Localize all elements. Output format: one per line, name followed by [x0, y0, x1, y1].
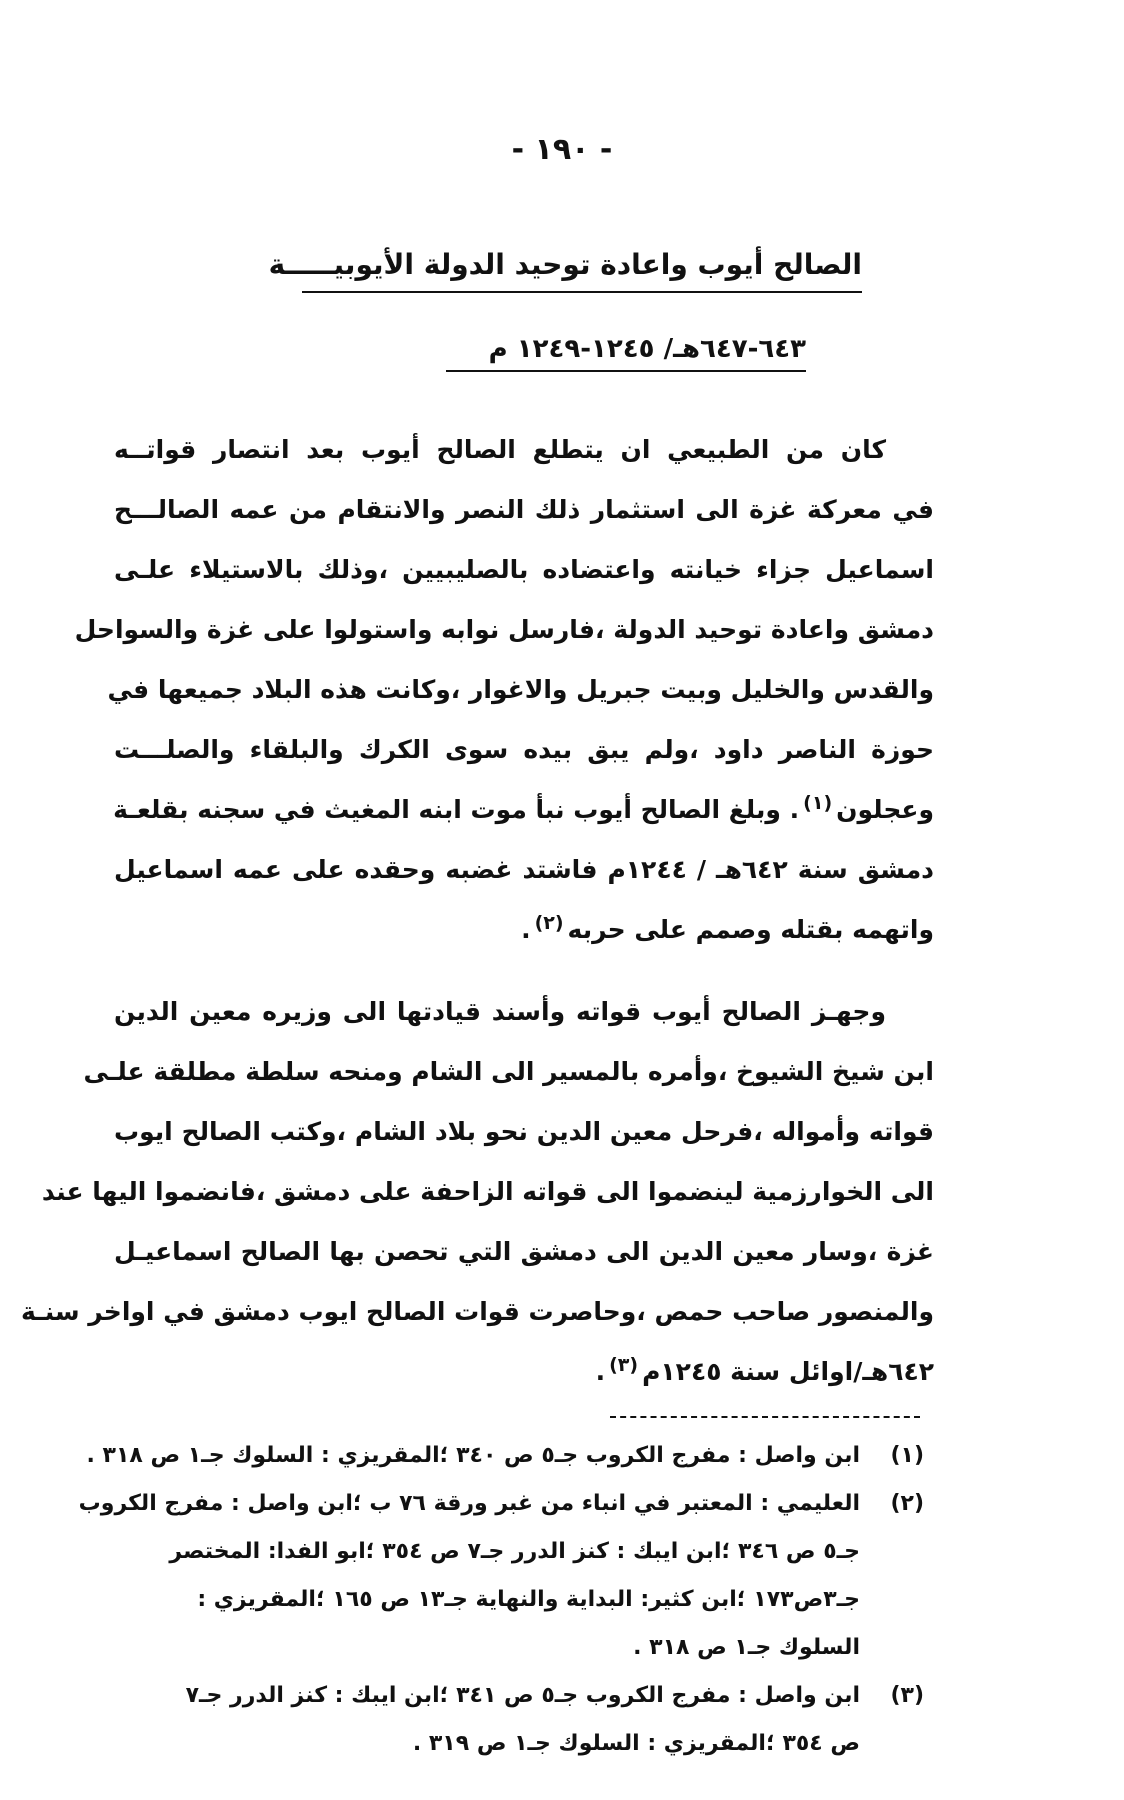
text-line: ابن شيخ الشيوخ ،وأمره بالمسير الى الشام ومنحه سلطة مطلقة علـى	[83, 1057, 934, 1086]
text-line: والقدس والخليل وبيت جبريل والاغوار ،وكانت هذه البلاد جميعها في	[107, 675, 934, 704]
paragraph-1	[74, 420, 934, 960]
footnote-number: (٢)	[890, 1491, 924, 1516]
footnote-separator	[610, 1416, 920, 1418]
text-line: غزة ،وسار معين الدين الى دمشق التي تحصن بها الصالح اسماعيـل	[114, 1237, 934, 1266]
footnote-line: ابن واصل : مفرج الكروب جـ٥ ص ٣٤٠ ؛المقريزي : السلوك جـ١ ص ٣١٨ .	[86, 1443, 860, 1468]
footnote-mark-3: (٣)	[609, 1353, 639, 1376]
footnote-line: ابن واصل : مفرج الكروب جـ٥ ص ٣٤١ ؛ابن ايبك : كنز الدرر جـ٧	[185, 1683, 860, 1708]
text-segment: وعجلون	[836, 795, 934, 824]
text-segment: . وبلغ الصالح أيوب نبأ موت ابنه المغيث في سجنه بقلعـة	[113, 795, 800, 824]
text-segment: .	[521, 915, 531, 944]
footnote-line: جـ٥ ص ٣٤٦ ؛ابن ايبك : كنز الدرر جـ٧ ص ٣٥٤ ؛ابو الفدا: المختصر	[169, 1539, 860, 1564]
footnote-1	[86, 1432, 924, 1480]
text-line: قواته وأمواله ،فرحل معين الدين نحو بلاد الشام ،وكتب الصالح ايوب	[114, 1117, 934, 1146]
footnote-2	[78, 1480, 924, 1672]
text-line	[114, 1342, 934, 1402]
text-segment: واتهمه بقتله وصمم على حربه	[567, 915, 934, 944]
page-number: - ١٩٠ -	[511, 132, 613, 167]
text-line: الى الخوارزمية لينضموا الى قواته الزاحفة على دمشق ،فانضموا اليها عند	[41, 1177, 934, 1206]
text-line	[114, 780, 934, 840]
text-segment: ٦٤٢هـ/اوائل سنة ١٢٤٥م	[642, 1357, 934, 1386]
footnote-line: ص ٣٥٤ ؛المقريزي : السلوك جـ١ ص ٣١٩ .	[412, 1731, 860, 1756]
chapter-dates: ٦٤٣-٦٤٧هـ/ ١٢٤٥-١٢٤٩ م	[446, 334, 806, 372]
text-line: حوزة الناصر داود ،ولم يبق بيده سوى الكرك والبلقاء والصلـــت	[114, 735, 934, 764]
text-line: والمنصور صاحب حمص ،وحاصرت قوات الصالح ايوب دمشق في اواخر سنـة	[21, 1297, 934, 1326]
footnote-mark-2: (٢)	[534, 911, 564, 934]
text-line: دمشق سنة ٦٤٢هـ / ١٢٤٤م فاشتد غضبه وحقده على عمه اسماعيل	[114, 855, 934, 884]
text-line	[114, 900, 934, 960]
footnote-number: (١)	[890, 1443, 924, 1468]
text-line: دمشق واعادة توحيد الدولة ،فارسل نوابه واستولوا على غزة والسواحل	[74, 615, 934, 644]
footnotes	[78, 1432, 924, 1768]
footnote-line: جـ٣ص١٧٣ ؛ابن كثير: البداية والنهاية جـ١٣ ص ١٦٥ ؛المقريزي :	[197, 1587, 860, 1612]
footnote-3	[94, 1672, 924, 1768]
text-line: وجهـز الصالح أيوب قواته وأسند قيادتها الى وزيره معين الدين	[114, 997, 886, 1026]
text-line: كان من الطبيعي ان يتطلع الصالح أيوب بعد انتصار قواتــه	[114, 435, 886, 464]
footnote-mark-1: (١)	[803, 791, 833, 814]
paragraph-2	[21, 982, 934, 1402]
text-line: اسماعيل جزاء خيانته واعتضاده بالصليبيين ،وذلك بالاستيلاء علـى	[114, 555, 934, 584]
text-line: في معركة غزة الى استثمار ذلك النصر والانتقام من عمه الصالـــح	[114, 495, 934, 524]
footnote-number: (٣)	[890, 1683, 924, 1708]
footnote-line: العليمي : المعتبر في انباء من غبر ورقة ٧٦ ب ؛ابن واصل : مفرج الكروب	[78, 1491, 860, 1516]
chapter-title: الصالح أيوب واعادة توحيد الدولة الأيوبيـــــة	[302, 248, 862, 293]
text-segment: .	[595, 1357, 606, 1386]
footnote-line: السلوك جـ١ ص ٣١٨ .	[633, 1635, 860, 1660]
